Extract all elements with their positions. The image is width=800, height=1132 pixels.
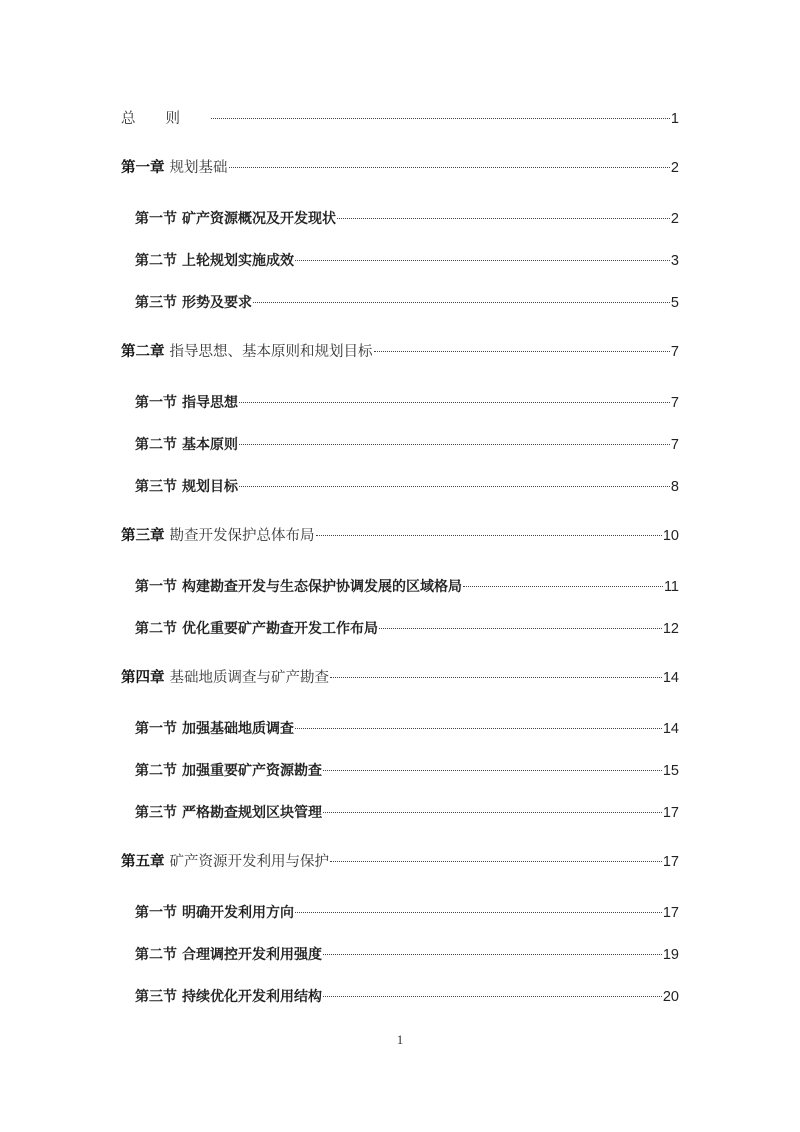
dot-leader	[295, 912, 662, 913]
entry-title: 矿产资源概况及开发现状	[182, 211, 336, 227]
entry-page-number: 7	[670, 344, 679, 360]
toc-section-entry[interactable]	[121, 240, 679, 282]
dot-leader	[323, 812, 662, 813]
entry-title: 基础地质调查与矿产勘查	[169, 670, 329, 686]
dot-leader	[463, 586, 663, 587]
toc-section-entry[interactable]	[121, 708, 679, 750]
table-of-contents	[121, 98, 679, 1018]
entry-page-number: 2	[670, 211, 679, 227]
entry-label: 第五章	[121, 854, 165, 870]
entry-label: 第一节	[135, 211, 177, 227]
entry-label: 第二节	[135, 253, 177, 269]
toc-section-entry[interactable]	[121, 424, 679, 466]
toc-section-entry[interactable]	[121, 566, 679, 608]
entry-title: 矿产资源开发利用与保护	[169, 854, 329, 870]
entry-label: 第三节	[135, 989, 177, 1005]
entry-page-number: 5	[670, 295, 679, 311]
entry-title: 加强基础地质调查	[182, 721, 294, 737]
toc-section-entry[interactable]	[121, 750, 679, 792]
toc-chapter-entry[interactable]	[121, 98, 679, 140]
entry-page-number: 12	[662, 621, 679, 637]
entry-page-number: 19	[662, 947, 679, 963]
dot-leader	[295, 260, 670, 261]
entry-label: 第一节	[135, 579, 177, 595]
dot-leader	[295, 728, 662, 729]
entry-label: 第二节	[135, 437, 177, 453]
entry-title: 优化重要矿产勘查开发工作布局	[182, 621, 378, 637]
entry-label: 第一节	[135, 905, 177, 921]
dot-leader	[374, 351, 670, 352]
dot-leader	[239, 402, 670, 403]
entry-title: 形势及要求	[182, 295, 252, 311]
toc-section-entry[interactable]	[121, 198, 679, 240]
entry-title: 总则	[121, 111, 210, 127]
page-number: 1	[396, 1032, 404, 1047]
entry-label: 第二章	[121, 344, 165, 360]
entry-label: 第二节	[135, 763, 177, 779]
dot-leader	[229, 167, 670, 168]
entry-label: 第一章	[121, 160, 165, 176]
entry-page-number: 14	[662, 670, 679, 686]
dot-leader	[323, 954, 662, 955]
entry-page-number: 15	[662, 763, 679, 779]
toc-section-entry[interactable]	[121, 792, 679, 834]
entry-page-number: 7	[670, 437, 679, 453]
entry-title: 勘查开发保护总体布局	[169, 528, 315, 544]
entry-label: 第一节	[135, 721, 177, 737]
entry-label: 第二节	[135, 621, 177, 637]
toc-section-entry[interactable]	[121, 282, 679, 324]
toc-chapter-entry[interactable]	[121, 841, 679, 883]
entry-page-number: 10	[662, 528, 679, 544]
entry-page-number: 17	[662, 805, 679, 821]
toc-section-entry[interactable]	[121, 892, 679, 934]
entry-label: 第三节	[135, 295, 177, 311]
entry-page-number: 20	[662, 989, 679, 1005]
toc-section-entry[interactable]	[121, 608, 679, 650]
dot-leader	[239, 486, 670, 487]
entry-title: 规划目标	[182, 479, 238, 495]
entry-page-number: 3	[670, 253, 679, 269]
dot-leader	[330, 861, 662, 862]
entry-title: 合理调控开发利用强度	[182, 947, 322, 963]
dot-leader	[211, 118, 670, 119]
entry-title: 上轮规划实施成效	[182, 253, 294, 269]
dot-leader	[323, 996, 662, 997]
dot-leader	[316, 535, 662, 536]
entry-title: 指导思想、基本原则和规划目标	[169, 344, 373, 360]
entry-title: 规划基础	[169, 160, 228, 176]
entry-page-number: 17	[662, 854, 679, 870]
toc-chapter-entry[interactable]	[121, 331, 679, 373]
dot-leader	[330, 677, 662, 678]
toc-chapter-entry[interactable]	[121, 515, 679, 557]
entry-title: 构建勘查开发与生态保护协调发展的区域格局	[182, 579, 462, 595]
entry-title: 明确开发利用方向	[182, 905, 294, 921]
entry-page-number: 14	[662, 721, 679, 737]
entry-label: 第三节	[135, 805, 177, 821]
entry-title: 持续优化开发利用结构	[182, 989, 322, 1005]
dot-leader	[253, 302, 670, 303]
entry-page-number: 8	[670, 479, 679, 495]
toc-section-entry[interactable]	[121, 934, 679, 976]
toc-chapter-entry[interactable]	[121, 657, 679, 699]
toc-section-entry[interactable]	[121, 382, 679, 424]
entry-label: 第三节	[135, 479, 177, 495]
entry-title: 严格勘查规划区块管理	[182, 805, 322, 821]
entry-label: 第一节	[135, 395, 177, 411]
toc-section-entry[interactable]	[121, 976, 679, 1018]
entry-title: 基本原则	[182, 437, 238, 453]
dot-leader	[239, 444, 670, 445]
entry-page-number: 7	[670, 395, 679, 411]
entry-page-number: 17	[662, 905, 679, 921]
entry-title: 指导思想	[182, 395, 238, 411]
toc-section-entry[interactable]	[121, 466, 679, 508]
dot-leader	[379, 628, 662, 629]
entry-label: 第四章	[121, 670, 165, 686]
entry-title: 加强重要矿产资源勘查	[182, 763, 322, 779]
dot-leader	[337, 218, 670, 219]
toc-chapter-entry[interactable]	[121, 147, 679, 189]
entry-label: 第三章	[121, 528, 165, 544]
entry-page-number: 2	[670, 160, 679, 176]
entry-label: 第二节	[135, 947, 177, 963]
dot-leader	[323, 770, 662, 771]
entry-page-number: 1	[670, 111, 679, 127]
entry-page-number: 11	[663, 579, 679, 595]
